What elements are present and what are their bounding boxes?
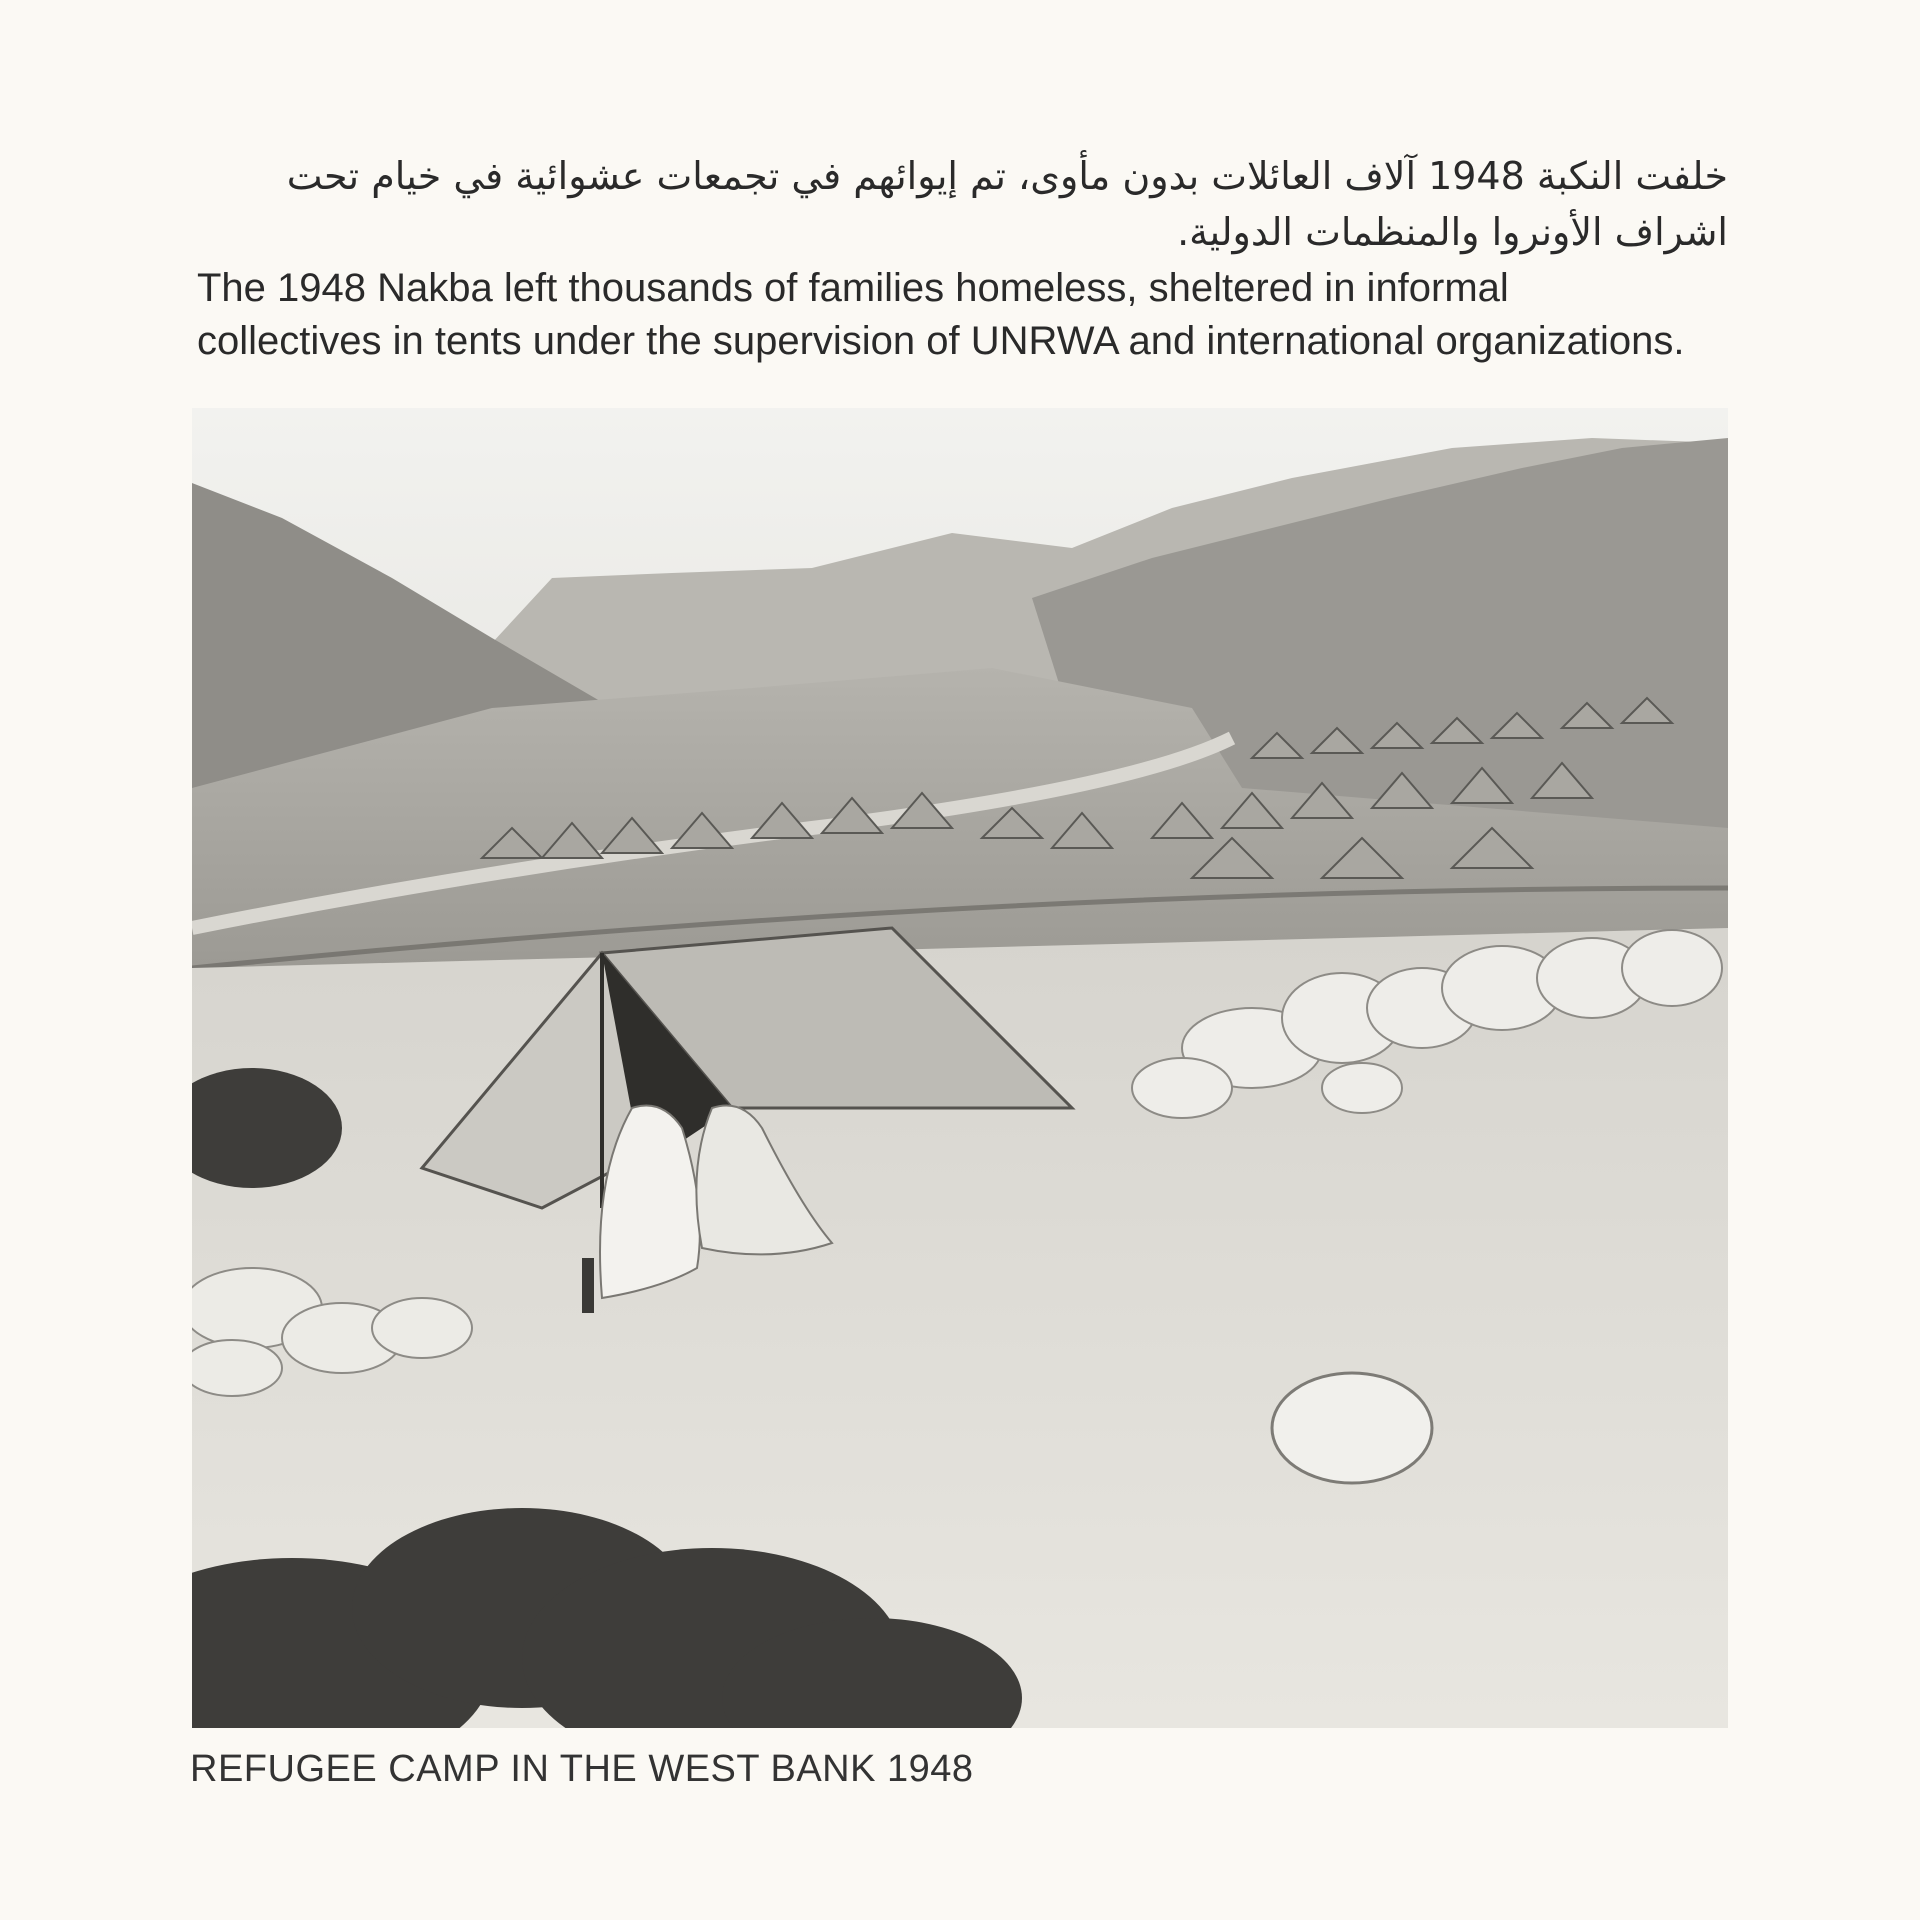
refugee-camp-photo <box>192 408 1728 1728</box>
large-rock <box>1272 1373 1432 1483</box>
arabic-description: خلفت النكبة 1948 آلاف العائلات بدون مأوى، تم إيوائهم في تجمعات عشوائية في خيام تحت اشراف الأونروا والمنظمات الدولية. <box>286 154 1728 254</box>
photo-illustration <box>192 408 1728 1728</box>
photo-caption: REFUGEE CAMP IN THE WEST BANK 1948 <box>190 1748 974 1790</box>
english-description: The 1948 Nakba left thousands of families homeless, sheltered in informal collectives in tents under the supervision of UNRWA and international organizations. <box>197 266 1685 363</box>
